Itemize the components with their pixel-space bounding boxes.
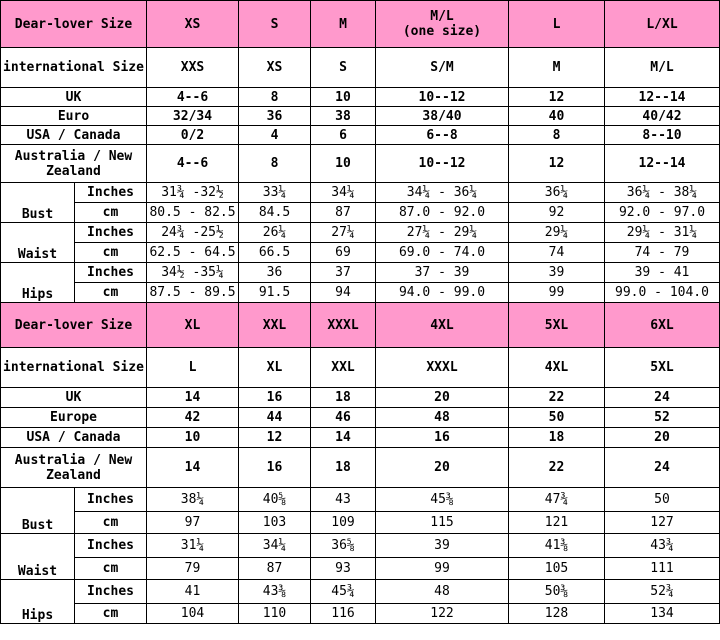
value-cell: 18 xyxy=(509,428,605,448)
size-header-cell: XL xyxy=(147,303,239,348)
value-cell: 45⅜ xyxy=(376,488,509,512)
value-cell: 34¼ xyxy=(239,534,311,558)
table-row xyxy=(1,283,720,303)
value-cell: 16 xyxy=(376,428,509,448)
value-cell: 92.0 - 97.0 xyxy=(605,203,720,223)
value-cell: 20 xyxy=(376,448,509,488)
unit-label: Inches xyxy=(75,183,147,203)
value-cell: 50 xyxy=(605,488,720,512)
table-row xyxy=(1,408,720,428)
value-cell: 110 xyxy=(239,604,311,624)
value-cell: L xyxy=(147,348,239,388)
value-cell: 36⅝ xyxy=(311,534,376,558)
value-cell: 87.0 - 92.0 xyxy=(376,203,509,223)
value-cell: 8 xyxy=(239,145,311,183)
value-cell: 8 xyxy=(509,126,605,145)
value-cell: 24 xyxy=(605,388,720,408)
value-cell: 14 xyxy=(147,448,239,488)
unit-label: cm xyxy=(75,203,147,223)
value-cell: 20 xyxy=(605,428,720,448)
row-label: Europe xyxy=(1,408,147,428)
row-label: UK xyxy=(1,388,147,408)
table-row xyxy=(1,604,720,624)
value-cell: XL xyxy=(239,348,311,388)
table-row xyxy=(1,388,720,408)
size-header-cell: XXXL xyxy=(311,303,376,348)
value-cell: 39 - 41 xyxy=(605,263,720,283)
value-cell: 87 xyxy=(311,203,376,223)
value-cell: 48 xyxy=(376,580,509,604)
size-header-cell: 6XL xyxy=(605,303,720,348)
value-cell: 109 xyxy=(311,512,376,534)
value-cell: 121 xyxy=(509,512,605,534)
value-cell: 97 xyxy=(147,512,239,534)
table-row xyxy=(1,88,720,107)
value-cell: 6--8 xyxy=(376,126,509,145)
value-cell: 116 xyxy=(311,604,376,624)
value-cell: 37 xyxy=(311,263,376,283)
value-cell: 36 xyxy=(239,263,311,283)
value-cell: 10--12 xyxy=(376,88,509,107)
table-row xyxy=(1,48,720,88)
row-label: USA / Canada xyxy=(1,428,147,448)
value-cell: 36 xyxy=(239,107,311,126)
measure-group-label: Hips xyxy=(1,263,75,303)
row-label: international Size xyxy=(1,348,147,388)
unit-label: cm xyxy=(75,604,147,624)
value-cell: 38/40 xyxy=(376,107,509,126)
value-cell: 50 xyxy=(509,408,605,428)
size-header-label: Dear-lover Size xyxy=(1,1,147,48)
value-cell: 16 xyxy=(239,448,311,488)
value-cell: XS xyxy=(239,48,311,88)
value-cell: 127 xyxy=(605,512,720,534)
value-cell: 40/42 xyxy=(605,107,720,126)
size-header-cell: XXL xyxy=(239,303,311,348)
value-cell: 74 xyxy=(509,243,605,263)
value-cell: 37 - 39 xyxy=(376,263,509,283)
value-cell: 104 xyxy=(147,604,239,624)
value-cell: 8--10 xyxy=(605,126,720,145)
value-cell: 6 xyxy=(311,126,376,145)
value-cell: 4--6 xyxy=(147,145,239,183)
size-header-cell: L xyxy=(509,1,605,48)
value-cell: 45¾ xyxy=(311,580,376,604)
value-cell: 84.5 xyxy=(239,203,311,223)
value-cell: 52 xyxy=(605,408,720,428)
table-row xyxy=(1,558,720,580)
value-cell: 47¾ xyxy=(509,488,605,512)
value-cell: 128 xyxy=(509,604,605,624)
unit-label: Inches xyxy=(75,223,147,243)
value-cell: 12 xyxy=(509,145,605,183)
measure-group-label: Hips xyxy=(1,580,75,624)
value-cell: 40 xyxy=(509,107,605,126)
value-cell: 12--14 xyxy=(605,88,720,107)
value-cell: 74 - 79 xyxy=(605,243,720,263)
value-cell: 39 xyxy=(376,534,509,558)
value-cell: 38 xyxy=(311,107,376,126)
value-cell: 50⅜ xyxy=(509,580,605,604)
value-cell: 10 xyxy=(147,428,239,448)
value-cell: 99.0 - 104.0 xyxy=(605,283,720,303)
header-row xyxy=(1,1,720,48)
value-cell: 8 xyxy=(239,88,311,107)
table-row xyxy=(1,348,720,388)
value-cell: 10 xyxy=(311,88,376,107)
value-cell: 42 xyxy=(147,408,239,428)
table-row xyxy=(1,183,720,203)
value-cell: 43 xyxy=(311,488,376,512)
measure-group-label: Waist xyxy=(1,534,75,580)
row-label: UK xyxy=(1,88,147,107)
value-cell: 41⅜ xyxy=(509,534,605,558)
table-row xyxy=(1,107,720,126)
value-cell: 66.5 xyxy=(239,243,311,263)
value-cell: 12 xyxy=(509,88,605,107)
row-label: Euro xyxy=(1,107,147,126)
value-cell: 5XL xyxy=(605,348,720,388)
value-cell: 12 xyxy=(239,428,311,448)
value-cell: 16 xyxy=(239,388,311,408)
value-cell: 93 xyxy=(311,558,376,580)
value-cell: 18 xyxy=(311,388,376,408)
value-cell: 91.5 xyxy=(239,283,311,303)
value-cell: 24¾ -25½ xyxy=(147,223,239,243)
value-cell: 99 xyxy=(509,283,605,303)
measure-group-label: Bust xyxy=(1,183,75,223)
value-cell: 24 xyxy=(605,448,720,488)
value-cell: 12--14 xyxy=(605,145,720,183)
value-cell: 31¼ xyxy=(147,534,239,558)
value-cell: 14 xyxy=(147,388,239,408)
value-cell: 69.0 - 74.0 xyxy=(376,243,509,263)
unit-label: cm xyxy=(75,243,147,263)
value-cell: 32/34 xyxy=(147,107,239,126)
value-cell: 10 xyxy=(311,145,376,183)
unit-label: cm xyxy=(75,283,147,303)
value-cell: M xyxy=(509,48,605,88)
value-cell: 36¼ - 38¼ xyxy=(605,183,720,203)
value-cell: S/M xyxy=(376,48,509,88)
value-cell: 92 xyxy=(509,203,605,223)
value-cell: 134 xyxy=(605,604,720,624)
table-row xyxy=(1,428,720,448)
value-cell: 22 xyxy=(509,448,605,488)
value-cell: 26¼ xyxy=(239,223,311,243)
value-cell: 80.5 - 82.5 xyxy=(147,203,239,223)
unit-label: Inches xyxy=(75,263,147,283)
value-cell: 4--6 xyxy=(147,88,239,107)
unit-label: Inches xyxy=(75,580,147,604)
value-cell: 34¼ - 36¼ xyxy=(376,183,509,203)
table-row xyxy=(1,203,720,223)
value-cell: 34½ -35¼ xyxy=(147,263,239,283)
row-label: international Size xyxy=(1,48,147,88)
size-header-cell: 4XL xyxy=(376,303,509,348)
size-header-label: Dear-lover Size xyxy=(1,303,147,348)
value-cell: 29¼ - 31¼ xyxy=(605,223,720,243)
size-header-cell: 5XL xyxy=(509,303,605,348)
measure-group-label: Waist xyxy=(1,223,75,263)
table-row xyxy=(1,126,720,145)
table-row xyxy=(1,580,720,604)
row-label: USA / Canada xyxy=(1,126,147,145)
value-cell: 14 xyxy=(311,428,376,448)
value-cell: 48 xyxy=(376,408,509,428)
value-cell: 69 xyxy=(311,243,376,263)
size-header-cell: L/XL xyxy=(605,1,720,48)
value-cell: 27¼ - 29¼ xyxy=(376,223,509,243)
table-row xyxy=(1,534,720,558)
value-cell: 44 xyxy=(239,408,311,428)
value-cell: 79 xyxy=(147,558,239,580)
row-label: Australia / New Zealand xyxy=(1,145,147,183)
value-cell: 36¼ xyxy=(509,183,605,203)
table-row xyxy=(1,223,720,243)
value-cell: 33¼ xyxy=(239,183,311,203)
value-cell: 0/2 xyxy=(147,126,239,145)
value-cell: 40⅝ xyxy=(239,488,311,512)
size-header-cell: S xyxy=(239,1,311,48)
value-cell: 34¼ xyxy=(311,183,376,203)
value-cell: 115 xyxy=(376,512,509,534)
size-header-cell: XS xyxy=(147,1,239,48)
table-row xyxy=(1,263,720,283)
value-cell: 20 xyxy=(376,388,509,408)
value-cell: 103 xyxy=(239,512,311,534)
value-cell: 105 xyxy=(509,558,605,580)
value-cell: 43⅜ xyxy=(239,580,311,604)
value-cell: 87.5 - 89.5 xyxy=(147,283,239,303)
value-cell: XXXL xyxy=(376,348,509,388)
unit-label: Inches xyxy=(75,534,147,558)
value-cell: 87 xyxy=(239,558,311,580)
value-cell: 94.0 - 99.0 xyxy=(376,283,509,303)
value-cell: XXL xyxy=(311,348,376,388)
value-cell: 4 xyxy=(239,126,311,145)
row-label: Australia / New Zealand xyxy=(1,448,147,488)
value-cell: 4XL xyxy=(509,348,605,388)
value-cell: 94 xyxy=(311,283,376,303)
value-cell: 111 xyxy=(605,558,720,580)
table-row xyxy=(1,512,720,534)
value-cell: 31¾ -32½ xyxy=(147,183,239,203)
value-cell: 22 xyxy=(509,388,605,408)
header-row xyxy=(1,303,720,348)
value-cell: 62.5 - 64.5 xyxy=(147,243,239,263)
value-cell: 52¾ xyxy=(605,580,720,604)
value-cell: M/L xyxy=(605,48,720,88)
unit-label: cm xyxy=(75,512,147,534)
value-cell: 38¼ xyxy=(147,488,239,512)
value-cell: 43¾ xyxy=(605,534,720,558)
measure-group-label: Bust xyxy=(1,488,75,534)
size-header-cell: M xyxy=(311,1,376,48)
value-cell: 46 xyxy=(311,408,376,428)
value-cell: 99 xyxy=(376,558,509,580)
unit-label: cm xyxy=(75,558,147,580)
value-cell: 29¼ xyxy=(509,223,605,243)
size-header-cell: M/L (one size) xyxy=(376,1,509,48)
table-row xyxy=(1,145,720,183)
value-cell: S xyxy=(311,48,376,88)
unit-label: Inches xyxy=(75,488,147,512)
value-cell: 122 xyxy=(376,604,509,624)
value-cell: 39 xyxy=(509,263,605,283)
table-row xyxy=(1,448,720,488)
value-cell: 10--12 xyxy=(376,145,509,183)
value-cell: 41 xyxy=(147,580,239,604)
table-row xyxy=(1,243,720,263)
value-cell: 27¼ xyxy=(311,223,376,243)
value-cell: XXS xyxy=(147,48,239,88)
table-row xyxy=(1,488,720,512)
value-cell: 18 xyxy=(311,448,376,488)
